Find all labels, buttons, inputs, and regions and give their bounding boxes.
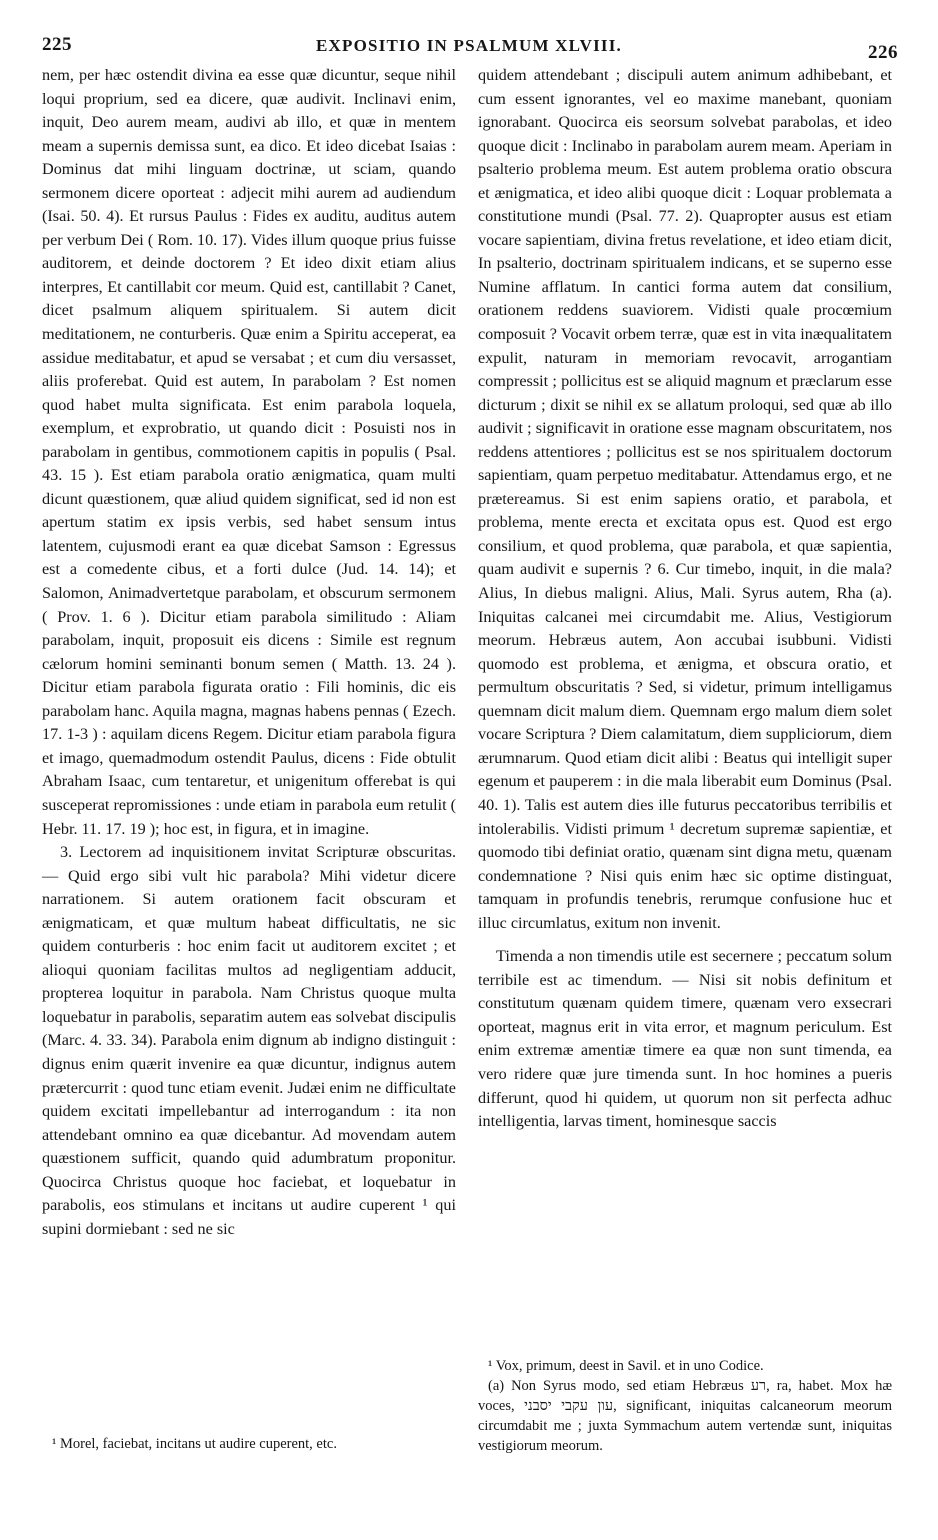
left-paragraph-2: 3. Lectorem ad inquisitionem invitat Scripturæ obscuritas. — Quid ergo sibi vult hic parabola? Mihi videtur dicere narrationem. Si autem orationem facit obscuram et ænigmaticam, et quæ multum habeat difficultatis, ne sic quidem conturberis : hoc enim facit ut auditorem excitet ; et alioqui quoniam facilitas multos ad negligentiam adducit, propterea loquitur in parabola. Nam Christus quoque multa loquebatur in parabolis, separatim autem eas solvebat discipulis (Marc. 4. 33. 34). Parabola enim dignum ab indigno distinguit : dignus enim quærit invenire ea quæ dicuntur, indignus autem prætercurrit : quod tunc etiam evenit. Judæi enim ne difficultate quidem excitati impellebantur ad interrogandum : ita non attendebant omnino ea quæ dicebantur. Ad movendam autem quæstionem sufficit, quando quid adumbratum proponitur. Quocirca Christus quoque hoc faciebat, et loquebatur in parabolis, eos stimulans et incitans ut audire cuperent ¹ qui supini dormiebant : sed ne sic — [42, 843, 456, 1238]
right-paragraph-1: quidem attendebant ; discipuli autem animum adhibebant, et cum essent ignorantes, vel eo maxime manebant, quoniam ignorabant. Quocirca eis seorsum solvebat parabolas, et ideo quoque dicit : Inclinabo in parabolam aurem meam. Aperiam in psalterio problema meum. Est autem problema oratio obscura et ænigmatica, et ideo alibi quoque dicit : Loquar problemata a constitutione mundi (Psal. 77. 2). Quapropter ausus est etiam vocare sapientiam, divina fretus revelatione, et ideo etiam dicit, In psalterio, doctrinam spiritualem indicans, et se superno esse Numine afflatum. In cantici forma autem dat consilium, orationem reddens suaviorem. Vidisti quale procœmium composuit ? Vocavit orbem terræ, quæ est in vita inæqualitatem expulit, naturam in memoriam revocavit, arrogantiam compressit ; pollicitus est se aliquid magnum et præclarum esse dicturum ; dixit se nihil ex se allatum proloqui, sed quæ ab illo audivit ; significavit in oratione esse magnam obscuritatem, nos reddens attentiores ; pollicitus est se nos spiritualem doctorum sapientiam, quam perpetuo meditabatur. Attendamus ergo, et ne prætereamus. Si est enim sapiens oratio, et parabola, et problema, mente erecta et excitata opus est. Quod est ergo consilium, et quod problema, quæ parabola, et quæ sapientia, quam audivit e supernis ? 6. Cur timebo, inquit, in die mala? Alius, In diebus maligni. Alius, Mali. Syrus autem, Rha (a). Iniquitas calcanei mei circumdabit me. Alius, Vestigiorum meorum. Hebræus autem, Aon accubai isubbuni. Vidisti quomodo est problema, et ænigma, et obscura oratio, et permultum obscuritatis ? Sed, si videtur, primum intelligamus quemnam dicit malum diem. Quemnam ergo malum diem solet vocare Scriptura ? Diem calamitatum, diem suppliciorum, diem ærumnarum. Quod etiam dicit alibi : Beatus qui intelligit super egenum et pauperem : in die mala liberabit eum Dominus (Psal. 40. 1). Talis est autem dies ille futurus peccatoribus terribilis et intolerabilis. Vidisti primum ¹ decretum supremæ sapientiæ, et quomodo tibi definiat oratio, quænam sint digna metu, quænam condemnatione ? Nisi quis enim hæc sic optime distinguat, tamquam in profundis tenebris, rerumque confusione huc et illuc circumlatus, exitum non invenit. — [478, 66, 892, 932]
right-footnotes — [478, 1356, 892, 1456]
page-number-right: 226 — [868, 42, 898, 63]
right-column — [478, 64, 892, 1134]
left-column — [42, 64, 456, 1241]
running-header — [36, 34, 902, 63]
right-footnote-1: ¹ Vox, primum, deest in Savil. et in uno Codice. — [488, 1358, 764, 1374]
left-footnote: ¹ Morel, faciebat, incitans ut audire cuperent, etc. — [52, 1436, 337, 1452]
right-footnote-2: (a) Non Syrus modo, sed etiam Hebræus רע, ra, habet. Mox hæ voces, עון עקבי יסבני, significant, iniquitas calcaneorum meorum circumdabit me ; juxta Symmachum autem vertendæ sunt, iniquitas vestigiorum meorum. — [478, 1378, 892, 1454]
running-title: EXPOSITIO IN PSALMUM XLVIII. — [316, 36, 622, 55]
page-number-left: 225 — [42, 34, 72, 55]
right-paragraph-2: Timenda a non timendis utile est secernere ; peccatum solum terribile est ac timendum. — Nisi sit nobis definitum et constitutum quænam quidem timere, quænam vero exsecrari oporteat, magnus erit in vita error, et magnum periculum. Est enim extremæ amentiæ timere ea quæ non sunt timenda, ea vero ridere quæ jure timenda sunt. In hoc homines a pueris differunt, quod hi quidem, ut quorum non sit perfecta adhuc intelligentia, larvas timent, hominesque saccis — [478, 947, 892, 1131]
left-paragraph-1: nem, per hæc ostendit divina ea esse quæ dicuntur, seque nihil loqui proprium, sed ea dicere, quæ audivit. Inclinavi enim, inquit, Deo aurem meam, audivi ab illo, et quæ in mentem meam a supernis demissa sunt, ea dico. Et ideo dicebat Isaias : Dominus dat mihi linguam doctrinæ, ut sciam, quando sermonem dicere oporteat : adjecit mihi aurem ad audiendum (Isai. 50. 4). Et rursus Paulus : Fides ex auditu, auditus autem per verbum Dei ( Rom. 10. 17). Vides illum quoque prius fuisse auditorem, et deinde doctorem ? Et ideo dixit etiam alius interpres, Et cantillabit cor meum. Quid est, cantillabit ? Canet, dicet psalmum aliquem spiritualem. Si autem dicit meditationem, ne conturberis. Quæ enim a Spiritu acceperat, ea assidue meditabatur, et apud se versabat ; et cum diu versasset, aliis proferebat. Quid est autem, In parabolam ? Est nomen quod habet multa significata. Est enim parabola loquela, exemplum, et exprobratio, ut quando dicit : Posuisti nos in parabolam in gentibus, commotionem capitis in populis ( Psal. 43. 15 ). Est etiam parabola oratio ænigmatica, quam multi dicunt quæstionem, quæ aliud quidem significat, sed id non est apertum statim ex ipsis verbis, sed habet sensum intus latentem, cujusmodi erant ea quæ dicebat Samson : Egressus est a comedente cibus, et a forti dulce (Jud. 14. 14); et Salomon, Animadvertetque parabolam, et obscurum sermonem ( Prov. 1. 6 ). Dicitur etiam parabola similitudo : Aliam parabolam, inquit, proposuit eis dicens : Simile est regnum cælorum homini seminanti bonum semen ( Matth. 13. 24 ). Dicitur etiam parabola figurata oratio : Fili hominis, dic eis parabolam hanc. Aquila magna, magnas habens pennas ( Ezech. 17. 1-3 ) : aquilam dicens Regem. Dicitur etiam parabola figura et imago, quemadmodum ostendit Paulus, dicens : Fide obtulit Abraham Isaac, cum tentaretur, et unigenitum offerebat is qui susceperat repromissiones : unde etiam in parabola eum retulit ( Hebr. 11. 17. 19 ); hoc est, in figura, et in imagine. — [42, 66, 456, 838]
left-footnotes — [42, 1434, 456, 1454]
